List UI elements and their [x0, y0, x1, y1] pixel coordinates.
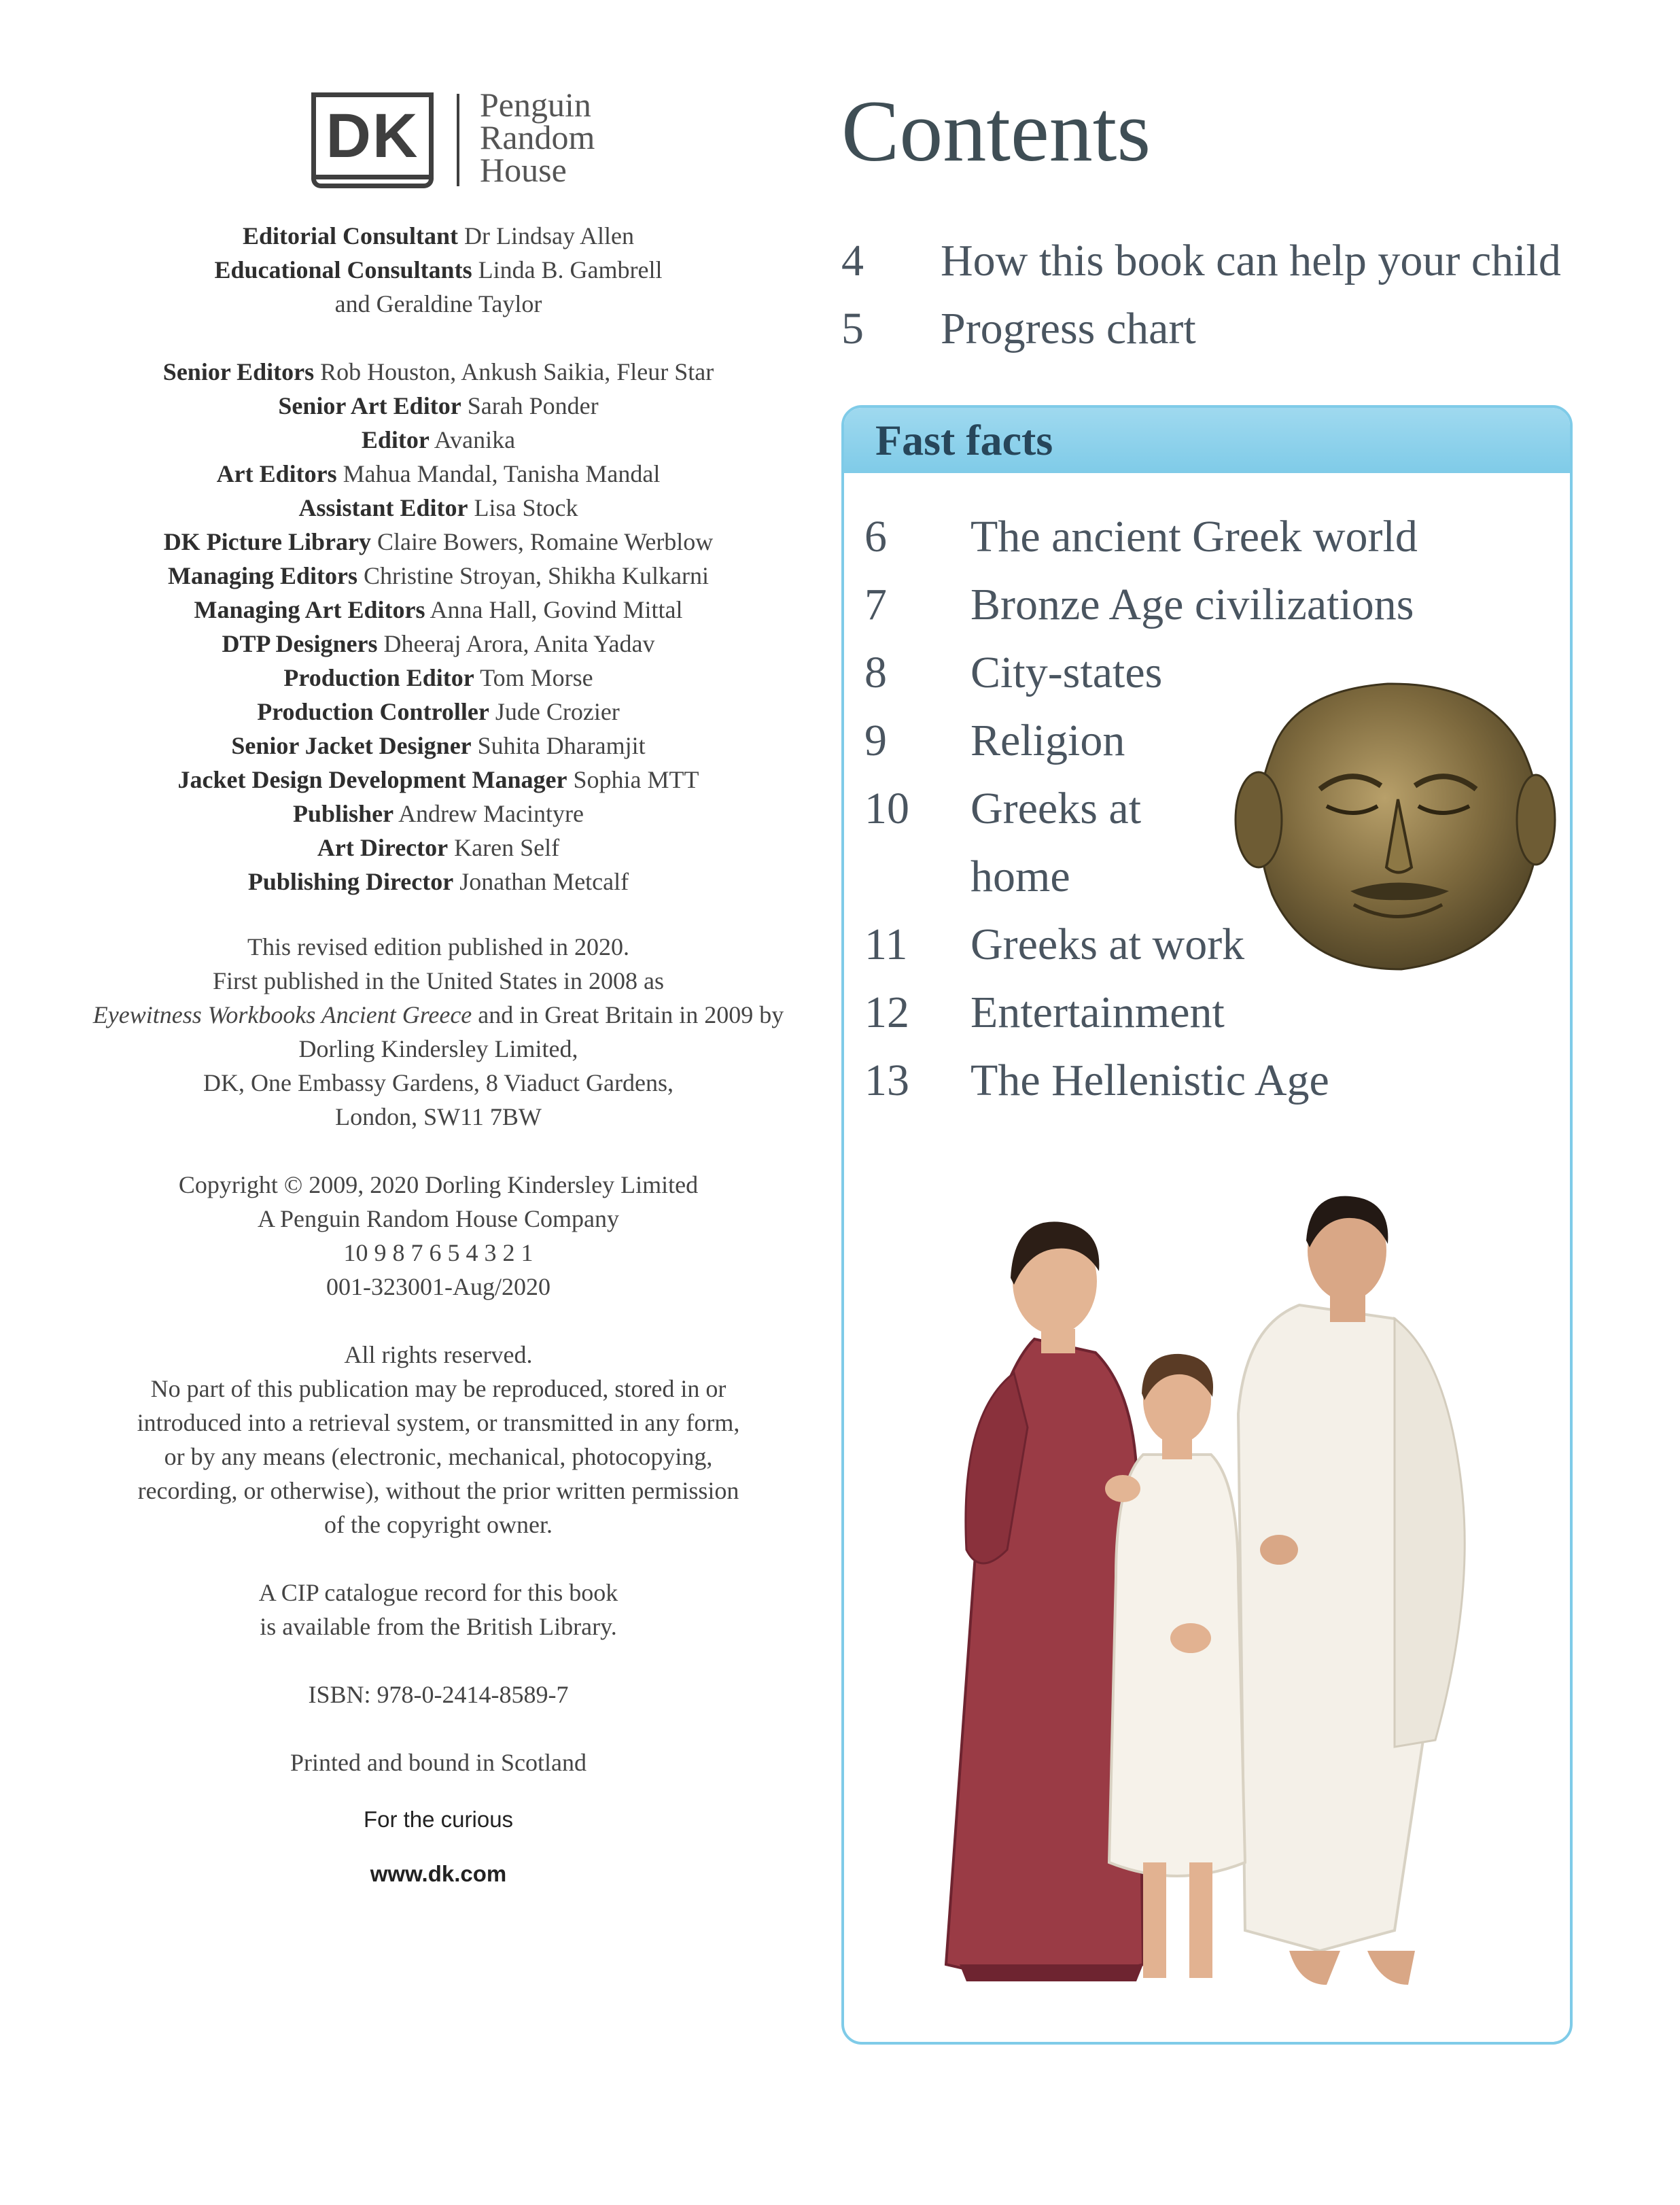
credit-row: Managing Editors Christine Stroyan, Shikha Kulkarni — [167, 562, 709, 589]
toc-title: How this book can help your child — [941, 236, 1561, 285]
toc-title: The ancient Greek world — [970, 512, 1418, 561]
toc-page-number: 4 — [841, 236, 864, 285]
rights-line: of the copyright owner. — [324, 1511, 553, 1538]
credit-row: and Geraldine Taylor — [334, 290, 542, 317]
credit-row: Jacket Design Development Manager Sophia MTT — [177, 766, 699, 793]
credit-row: Publisher Andrew Macintyre — [293, 800, 584, 827]
toc-page-number: 13 — [864, 1056, 909, 1105]
greek-family-photo — [919, 1169, 1503, 2012]
tagline: For the curious — [363, 1807, 514, 1832]
edition-line: London, SW11 7BW — [335, 1103, 542, 1130]
edition-line: Dorling Kindersley Limited, — [298, 1035, 578, 1062]
cip-line: A CIP catalogue record for this book — [258, 1579, 618, 1606]
credit-row: DK Picture Library Claire Bowers, Romaine Werblow — [163, 528, 714, 555]
toc-title: Greeks at work — [970, 920, 1245, 969]
credit-row: Editor Avanika — [361, 426, 516, 453]
cip-line: is available from the British Library. — [260, 1613, 617, 1640]
credit-row: Senior Art Editor Sarah Ponder — [278, 392, 599, 419]
credit-row: Production Editor Tom Morse — [283, 664, 593, 691]
logo-divider — [457, 94, 459, 186]
isbn: ISBN: 978-0-2414-8589-7 — [308, 1681, 569, 1708]
credits-block — [41, 219, 836, 899]
print-code-line: 001-323001-Aug/2020 — [326, 1273, 550, 1300]
toc-title: City-states — [970, 648, 1163, 697]
toc-page-number: 8 — [864, 648, 887, 697]
credit-row: Managing Art Editors Anna Hall, Govind Mittal — [194, 596, 683, 623]
credit-row: Senior Jacket Designer Suhita Dharamjit — [231, 732, 646, 759]
rights-line: No part of this publication may be reproduced, stored in or — [150, 1375, 727, 1402]
toc-page-number: 11 — [864, 920, 908, 969]
toc-page-number: 6 — [864, 512, 887, 561]
print-run-line: 10 9 8 7 6 5 4 3 2 1 — [343, 1239, 533, 1266]
toc-page-number: 7 — [864, 580, 887, 629]
edition-line: Eyewitness Workbooks Ancient Greece and in Great Britain in 2009 by — [92, 1001, 784, 1028]
fast-facts-title: Fast facts — [875, 416, 1053, 464]
toc-title: Bronze Age civilizations — [970, 580, 1414, 629]
copyright-line: A Penguin Random House Company — [258, 1205, 619, 1232]
toc-page-number: 12 — [864, 988, 909, 1037]
toc-title: Progress chart — [941, 304, 1196, 353]
rights-line: All rights reserved. — [344, 1341, 533, 1368]
edition-line: First published in the United States in 2008 as — [213, 967, 664, 994]
dk-prh-logo — [311, 86, 617, 189]
toc-title: Entertainment — [970, 988, 1225, 1037]
dk-logo-mark: DK — [311, 92, 434, 179]
credit-row: Editorial Consultant Dr Lindsay Allen — [242, 222, 635, 249]
credit-row: Educational Consultants Linda B. Gambrell — [214, 256, 663, 283]
rights-line: recording, or otherwise), without the prior written permission — [137, 1477, 739, 1504]
credit-row: Publishing Director Jonathan Metcalf — [247, 868, 629, 895]
credit-row: DTP Designers Dheeraj Arora, Anita Yadav — [222, 630, 655, 657]
toc-title: home — [970, 852, 1070, 901]
credit-row: Art Editors Mahua Mandal, Tanisha Mandal — [216, 460, 661, 487]
toc-title: Religion — [970, 716, 1125, 765]
website-link[interactable]: www.dk.com — [370, 1861, 507, 1886]
contents-heading: Contents — [841, 83, 1151, 179]
copyright-line: Copyright © 2009, 2020 Dorling Kindersley Limited — [178, 1171, 699, 1198]
credit-row: Senior Editors Rob Houston, Ankush Saikia, Fleur Star — [162, 358, 714, 385]
toc-title: Greeks at — [970, 784, 1142, 833]
rights-line: or by any means (electronic, mechanical, photocopying, — [164, 1443, 713, 1470]
fast-facts-panel — [841, 405, 1573, 2045]
toc-page-number: 10 — [864, 784, 909, 833]
penguin-random-house-wordmark: Penguin Random House — [480, 86, 595, 189]
gold-mask-image — [1231, 670, 1558, 983]
publication-info — [41, 930, 836, 1891]
toc-title: The Hellenistic Age — [970, 1056, 1329, 1105]
rights-line: introduced into a retrieval system, or transmitted in any form, — [137, 1409, 740, 1436]
credit-row: Production Controller Jude Crozier — [257, 698, 620, 725]
edition-line: This revised edition published in 2020. — [247, 933, 629, 960]
printed-in: Printed and bound in Scotland — [290, 1749, 587, 1776]
original-title: Eyewitness Workbooks Ancient Greece — [92, 1001, 472, 1028]
credit-row: Art Director Karen Self — [317, 834, 560, 861]
credit-row: Assistant Editor Lisa Stock — [298, 494, 578, 521]
edition-line: DK, One Embassy Gardens, 8 Viaduct Gardens, — [203, 1069, 673, 1096]
toc-page-number: 5 — [841, 304, 864, 353]
toc-page-number: 9 — [864, 716, 887, 765]
